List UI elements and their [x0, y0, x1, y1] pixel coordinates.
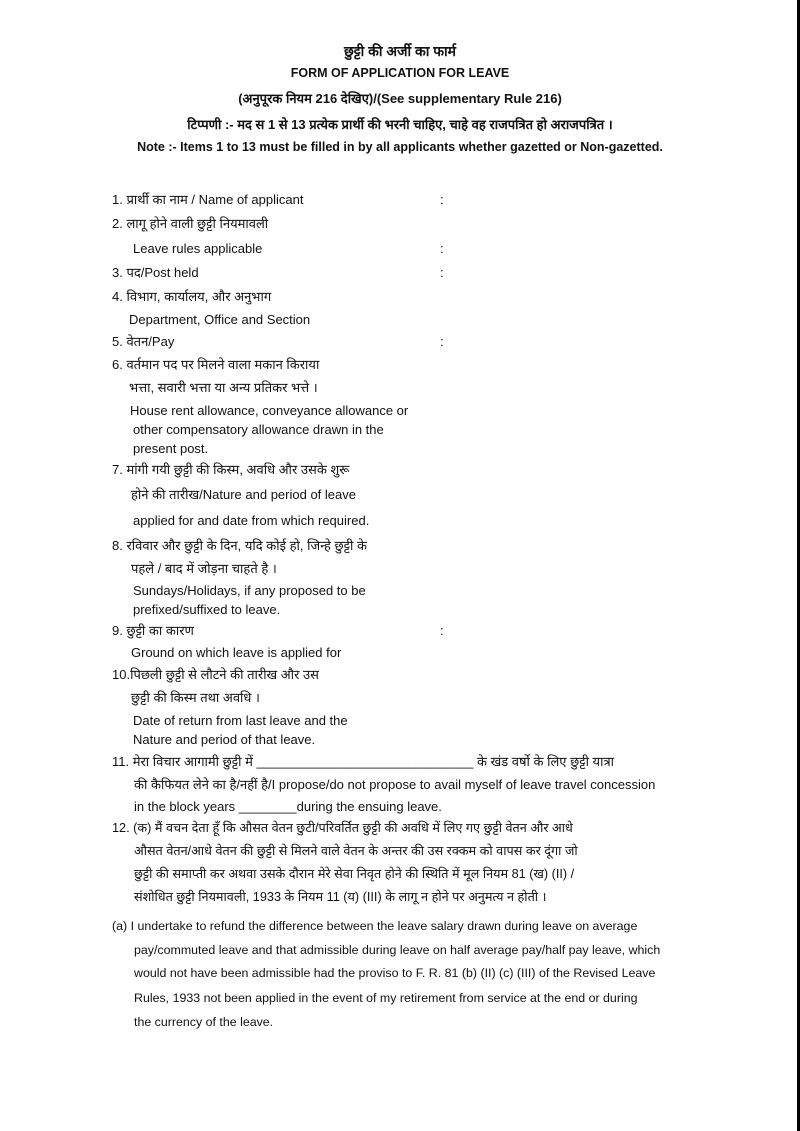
item-6-line-2: भत्ता, सवारी भत्ता या अन्य प्रतिकर भत्ते । — [129, 380, 318, 395]
item-5-colon: : — [440, 334, 444, 349]
item-12-line-3: छुट्टी की समाप्ती कर अथवा उसके दौरान मेरे सेवा निवृत होने की स्थिति में मूल नियम 81 (ख) (II) / — [134, 867, 575, 881]
item-11-line-2: की कैफियत लेने का है/नहीं है/I propose/do not propose to avail myself of leave travel concession — [134, 777, 656, 792]
item-9-colon: : — [440, 623, 444, 638]
item-4-label-english: Department, Office and Section — [129, 312, 311, 327]
item-2-label-english: Leave rules applicable — [133, 241, 263, 256]
item-7-line-2: होने की तारीख/Nature and period of leave — [131, 487, 356, 502]
item-1-label: 1. प्रार्थी का नाम / Name of applicant — [112, 192, 304, 207]
item-8-line-4: prefixed/suffixed to leave. — [133, 602, 281, 617]
item-5-label: 5. वेतन/Pay — [112, 334, 175, 349]
item-3-colon: : — [440, 265, 444, 280]
item-1-colon: : — [440, 192, 444, 207]
item-8-line-3: Sundays/Holidays, if any proposed to be — [133, 583, 366, 598]
item-12-line-2: औसत वेतन/आधे वेतन की छुट्टी से मिलने वाले वेतन के अन्तर की उस रक्कम को वापस कर दूंगा जो — [134, 844, 578, 858]
item-10-line-1: 10.पिछली छुट्टी से लौटने की तारीख और उस — [112, 667, 319, 682]
item-8-line-2: पहले / बाद में जोड़ना चाहते है । — [131, 561, 277, 576]
item-10-line-3: Date of return from last leave and the — [133, 713, 348, 728]
item-4-label-hindi: 4. विभाग, कार्यालय, और अनुभाग — [112, 289, 272, 304]
item-12a-line-3: would not have been admissible had the proviso to F. R. 81 (b) (II) (c) (III) of the Revised Leave — [134, 966, 656, 980]
item-12-line-4: संशोधित छुट्टी नियमावली, 1933 के नियम 11 (य) (III) के लागू न होने पर अनुमत्य न होती । — [134, 890, 547, 904]
item-2-colon: : — [440, 241, 444, 256]
item-7-line-3: applied for and date from which required. — [133, 513, 370, 528]
item-9-label-hindi: 9. छुट्टी का कारण — [112, 623, 194, 638]
title-hindi: छुट्टी की अर्जी का फार्म — [343, 43, 457, 59]
item-2-label-hindi: 2. लागू होने वाली छुट्टी नियमावली — [112, 216, 269, 231]
item-3-label: 3. पद/Post held — [112, 265, 199, 280]
item-8-line-1: 8. रविवार और छुट्टी के दिन, यदि कोई हो, जिन्हे छुट्टी के — [112, 538, 367, 553]
item-12a-line-4: Rules, 1933 not been applied in the event of my retirement from service at the end or during — [134, 991, 638, 1005]
item-7-line-1: 7. मांगी गयी छुट्टी की किस्म, अवधि और उसके शुरू — [112, 462, 350, 477]
rule-reference: (अनुपूरक नियम 216 देखिए)/(See supplementary Rule 216) — [238, 91, 562, 106]
item-9-label-english: Ground on which leave is applied for — [131, 645, 342, 660]
note-english: Note :- Items 1 to 13 must be filled in by all applicants whether gazetted or Non-gazetted. — [137, 140, 663, 154]
item-6-line-1: 6. वर्तमान पद पर मिलने वाला मकान किराया — [112, 357, 320, 372]
item-6-line-3: House rent allowance, conveyance allowance or — [130, 403, 409, 418]
item-12a-line-1: (a) I undertake to refund the difference between the leave salary drawn during leave on average — [112, 919, 638, 933]
item-6-line-5: present post. — [133, 441, 209, 456]
title-english: FORM OF APPLICATION FOR LEAVE — [290, 66, 510, 80]
item-11-line-1: 11. मेरा विचार आगामी छुट्टी में ______________________________ के खंड वर्षो के लिए छुट्टी यात्रा — [112, 754, 614, 769]
item-6-line-4: other compensatory allowance drawn in the — [133, 422, 384, 437]
item-12a-line-5: the currency of the leave. — [134, 1015, 274, 1029]
item-11-line-3: in the block years ________during the ensuing leave. — [134, 799, 442, 814]
item-10-line-4: Nature and period of that leave. — [133, 732, 316, 747]
item-12a-line-2: pay/commuted leave and that admissible during leave on half average pay/half pay leave, which — [134, 943, 661, 957]
item-10-line-2: छुट्टी की किस्म तथा अवधि । — [131, 690, 260, 705]
note-hindi: टिप्पणी :- मद स 1 से 13 प्रत्येक प्रार्थी की भरनी चाहिए, चाहे वह राजपत्रित हो अराजपत्रित । — [187, 117, 613, 132]
item-12-line-1: 12. (क) मैं वचन देता हूँ कि औसत वेतन छुटी/परिवर्तित छुट्टी की अवधि में लिए गए छुट्टी वेतन और आधे — [112, 821, 573, 835]
